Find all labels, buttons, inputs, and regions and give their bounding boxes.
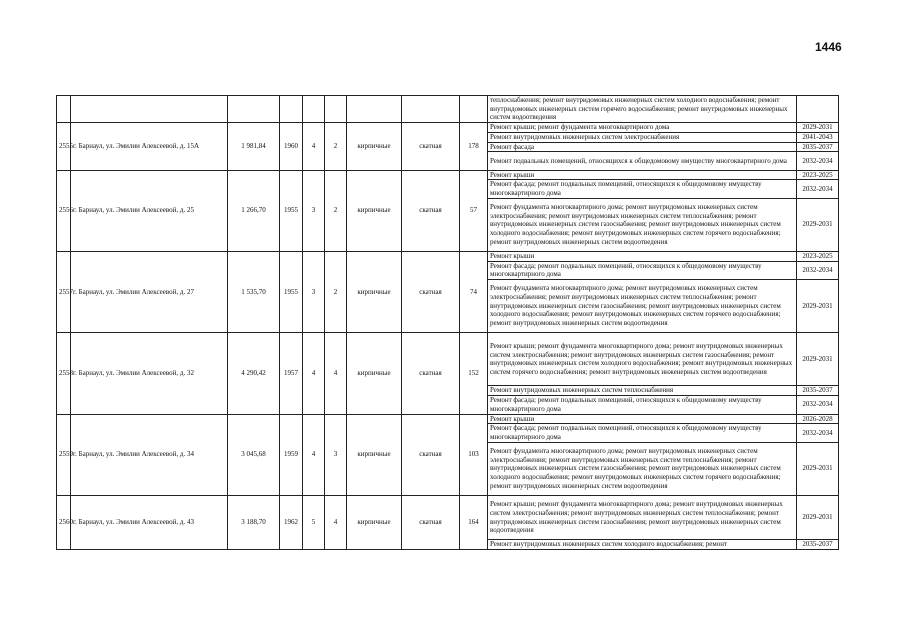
area-cell: 1 535,70 [228,251,280,332]
row-number: 2558 [57,333,71,414]
entrances-cell: 4 [325,333,347,414]
roof-cell: скатная [402,333,460,414]
walls-cell: кирпичные [347,170,402,251]
table-row [57,251,839,261]
work-period: 2035-2037 [797,540,839,550]
address-cell: г. Барнаул, ул. Эмилии Алексеевой, д. 27 [71,251,228,332]
entrances-cell [325,96,347,123]
roof-cell [402,96,460,123]
floors-cell: 3 [303,251,325,332]
table-row [57,170,839,180]
apartments-cell: 103 [460,414,488,495]
work-period [797,96,839,123]
entrances-cell: 3 [325,414,347,495]
year-cell: 1960 [280,123,303,171]
work-description: теплоснабжения; ремонт внутридомовых инженерных систем холодного водоснабжения; ремонт внутридомовых инженерных систем горячего водоснабжения; ремонт внутридомовых инженерных систем водоотведения [488,96,797,123]
area-cell: 1 266,70 [228,170,280,251]
work-period: 2026-2028 [797,414,839,424]
work-period: 2029-2031 [797,198,839,251]
address-cell: г. Барнаул, ул. Эмилии Алексеевой, д. 34 [71,414,228,495]
apartments-cell [460,96,488,123]
work-period: 2029-2031 [797,333,839,386]
table-row [57,333,839,386]
entrances-cell: 4 [325,495,347,549]
work-description: Ремонт фундамента многоквартирного дома; ремонт внутридомовых инженерных систем электроснабжения; ремонт внутридомовых инженерных систем теплоснабжения; ремонт внутридомовых инженерных систем газоснабжения; ремонт внутридомовых инженерных систем холодного водоснабжения; ремонт внутридомовых инженерных систем горячего водоснабжения; ремонт внутридомовых инженерных систем водоотведения [488,442,797,495]
walls-cell: кирпичные [347,333,402,414]
table-row [57,414,839,424]
work-description: Ремонт крыши [488,414,797,424]
apartments-cell: 57 [460,170,488,251]
area-cell: 1 981,84 [228,123,280,171]
work-period: 2029-2031 [797,280,839,333]
work-description: Ремонт фасада; ремонт подвальных помещений, относящихся к общедомовому имуществу многоквартирного дома [488,180,797,198]
address-cell: г. Барнаул, ул. Эмилии Алексеевой, д. 25 [71,170,228,251]
table-row [57,123,839,133]
work-period: 2023-2025 [797,170,839,180]
table-row [57,96,839,123]
work-description: Ремонт внутридомовых инженерных систем электроснабжения [488,132,797,142]
work-period: 2029-2031 [797,442,839,495]
roof-cell: скатная [402,170,460,251]
apartments-cell: 178 [460,123,488,171]
work-period: 2023-2025 [797,251,839,261]
work-description: Ремонт крыши; ремонт фундамента многоквартирного дома; ремонт внутридомовых инженерных систем электроснабжения; ремонт внутридомовых инженерных систем газоснабжения; ремонт внутридомовых инженерных систем холодного водоснабжения; ремонт внутридомовых инженерных систем горячего водоснабжения; ремонт внутридомовых инженерных систем водоотведения [488,333,797,386]
year-cell: 1955 [280,251,303,332]
entrances-cell: 2 [325,251,347,332]
work-description: Ремонт фундамента многоквартирного дома; ремонт внутридомовых инженерных систем электроснабжения; ремонт внутридомовых инженерных систем теплоснабжения; ремонт внутридомовых инженерных систем газоснабжения; ремонт внутридомовых инженерных систем холодного водоснабжения; ремонт внутридомовых инженерных систем горячего водоснабжения; ремонт внутридомовых инженерных систем водоотведения [488,198,797,251]
work-period: 2032-2034 [797,396,839,414]
entrances-cell: 2 [325,123,347,171]
work-period: 2032-2034 [797,424,839,442]
row-number [57,96,71,123]
apartments-cell: 152 [460,333,488,414]
year-cell: 1959 [280,414,303,495]
table-row [57,495,839,540]
work-period: 2035-2037 [797,142,839,152]
row-number: 2556 [57,170,71,251]
work-description: Ремонт крыши [488,170,797,180]
work-description: Ремонт крыши; ремонт фундамента многоквартирного дома [488,123,797,133]
floors-cell [303,96,325,123]
address-cell: г. Барнаул, ул. Эмилии Алексеевой, д. 32 [71,333,228,414]
floors-cell: 3 [303,170,325,251]
work-period: 2032-2034 [797,180,839,198]
apartments-cell: 164 [460,495,488,549]
row-number: 2557 [57,251,71,332]
floors-cell: 5 [303,495,325,549]
roof-cell: скатная [402,251,460,332]
row-number: 2560 [57,495,71,549]
work-description: Ремонт внутридомовых инженерных систем теплоснабжения [488,386,797,396]
year-cell [280,96,303,123]
capital-repair-table [56,95,839,550]
work-period: 2032-2034 [797,261,839,279]
address-cell: г. Барнаул, ул. Эмилии Алексеевой, д. 15А [71,123,228,171]
work-period: 2029-2031 [797,123,839,133]
apartments-cell: 74 [460,251,488,332]
work-period: 2032-2034 [797,152,839,170]
walls-cell: кирпичные [347,123,402,171]
walls-cell: кирпичные [347,495,402,549]
row-number: 2559 [57,414,71,495]
walls-cell [347,96,402,123]
floors-cell: 4 [303,333,325,414]
work-description: Ремонт подвальных помещений, относящихся к общедомовому имуществу многоквартирного дома [488,152,797,170]
walls-cell: кирпичные [347,414,402,495]
work-period: 2035-2037 [797,386,839,396]
work-description: Ремонт крыши [488,251,797,261]
walls-cell: кирпичные [347,251,402,332]
roof-cell: скатная [402,414,460,495]
year-cell: 1957 [280,333,303,414]
work-description: Ремонт фасада; ремонт подвальных помещений, относящихся к общедомовому имуществу многоквартирного дома [488,261,797,279]
page-number: 1446 [815,40,842,54]
work-description: Ремонт фасада [488,142,797,152]
work-description: Ремонт фасада; ремонт подвальных помещений, относящихся к общедомовому имуществу многоквартирного дома [488,424,797,442]
row-number: 2555 [57,123,71,171]
floors-cell: 4 [303,123,325,171]
work-description: Ремонт внутридомовых инженерных систем холодного водоснабжения; ремонт [488,540,797,550]
area-cell: 3 188,70 [228,495,280,549]
work-description: Ремонт фасада; ремонт подвальных помещений, относящихся к общедомовому имуществу многоквартирного дома [488,396,797,414]
address-cell [71,96,228,123]
work-description: Ремонт фундамента многоквартирного дома; ремонт внутридомовых инженерных систем электроснабжения; ремонт внутридомовых инженерных систем теплоснабжения; ремонт внутридомовых инженерных систем газоснабжения; ремонт внутридомовых инженерных систем холодного водоснабжения; ремонт внутридомовых инженерных систем горячего водоснабжения; ремонт внутридомовых инженерных систем водоотведения [488,280,797,333]
roof-cell: скатная [402,495,460,549]
year-cell: 1962 [280,495,303,549]
work-description: Ремонт крыши; ремонт фундамента многоквартирного дома; ремонт внутридомовых инженерных систем электроснабжения; ремонт внутридомовых инженерных систем теплоснабжения; ремонт внутридомовых инженерных систем газоснабжения; ремонт внутридомовых инженерных систем водоотведения [488,495,797,540]
area-cell: 3 045,68 [228,414,280,495]
roof-cell: скатная [402,123,460,171]
work-period: 2041-2043 [797,132,839,142]
area-cell: 4 290,42 [228,333,280,414]
year-cell: 1955 [280,170,303,251]
work-period: 2029-2031 [797,495,839,540]
address-cell: г. Барнаул, ул. Эмилии Алексеевой, д. 43 [71,495,228,549]
area-cell [228,96,280,123]
entrances-cell: 2 [325,170,347,251]
floors-cell: 4 [303,414,325,495]
